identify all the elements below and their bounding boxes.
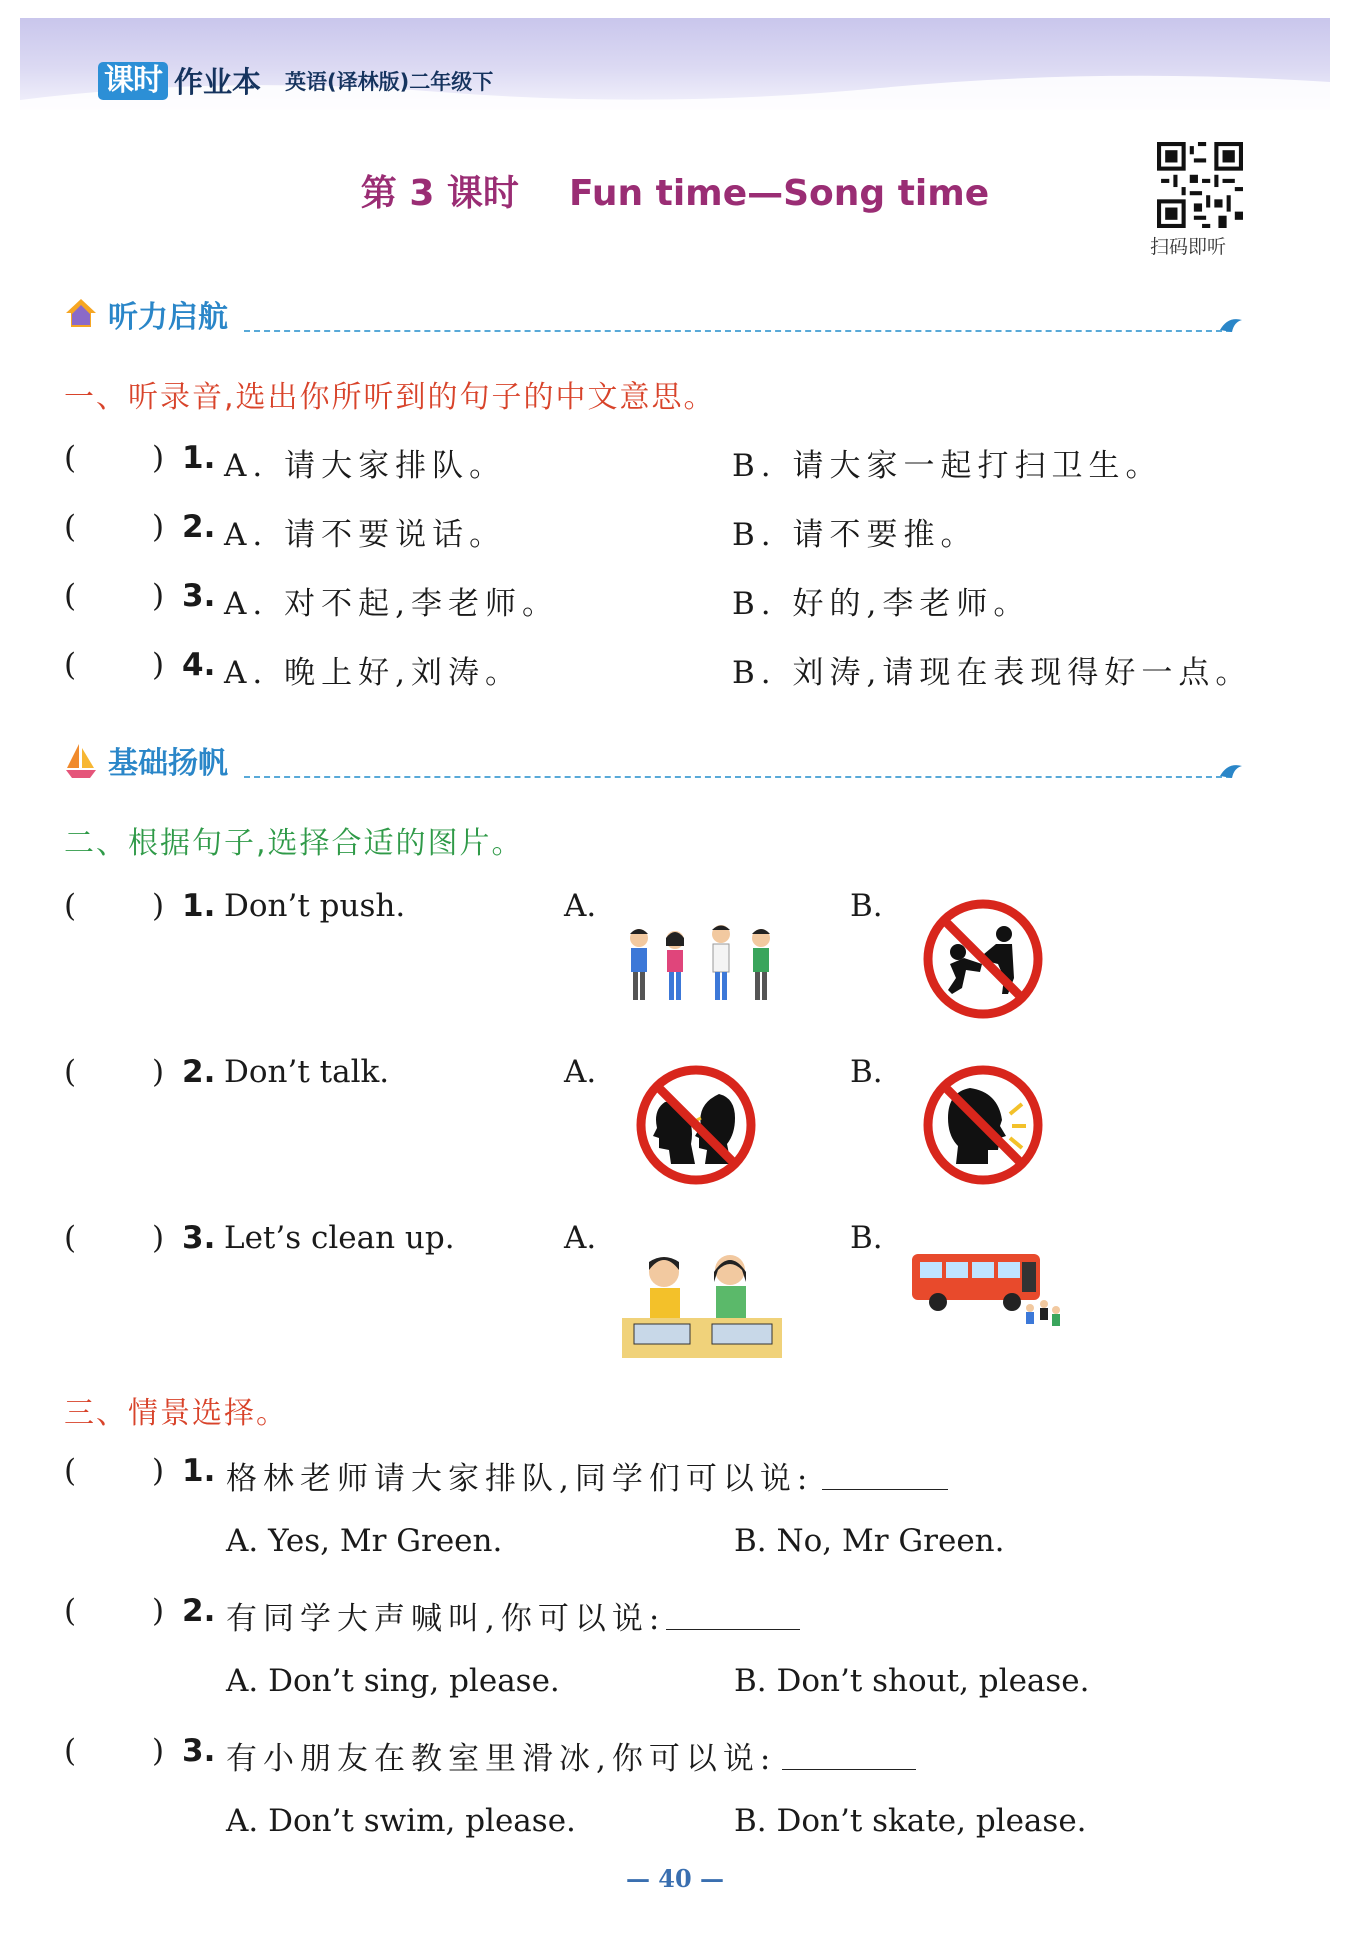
question-3-prompt: 三、情景选择。 — [64, 1396, 288, 1431]
option-a-label: A. — [564, 1220, 597, 1256]
fill-line[interactable] — [782, 1769, 916, 1770]
item-number: 3. — [182, 1220, 216, 1256]
children-lining-up-picture — [625, 920, 785, 1010]
page-number: — 40 — — [625, 1864, 725, 1893]
answer-blank[interactable]: ( ) — [64, 440, 165, 476]
scenario-text: 格林老师请大家排队,同学们可以说: — [226, 1461, 814, 1497]
option-a: A. 对不起,李老师。 — [224, 586, 559, 622]
school-bus-picture — [908, 1244, 1064, 1332]
answer-blank[interactable]: ( ) — [64, 888, 165, 924]
section-basics-header — [64, 738, 1244, 784]
section-label: 基础扬帆 — [108, 746, 228, 781]
answer-blank[interactable]: ( ) — [64, 578, 165, 614]
brand-subtitle: 作业本 — [174, 65, 262, 99]
item-number: 1. — [182, 888, 216, 924]
section-listening-header — [64, 292, 1244, 338]
answer-blank[interactable]: ( ) — [64, 647, 165, 683]
no-whispering-sign-picture — [635, 1064, 757, 1186]
option-a: A. 请不要说话。 — [224, 517, 507, 553]
option-b: B. Don’t shout, please. — [734, 1663, 1090, 1699]
wave-icon — [1218, 760, 1244, 780]
wave-icon — [1218, 314, 1244, 334]
option-a: A. Don’t sing, please. — [226, 1663, 560, 1699]
item-number: 3. — [182, 1733, 216, 1769]
option-a: A. 晚上好,刘涛。 — [224, 655, 522, 691]
answer-blank[interactable]: ( ) — [64, 1054, 165, 1090]
item-number: 2. — [182, 1054, 216, 1090]
scenario-text: 有小朋友在教室里滑冰,你可以说: — [226, 1741, 777, 1777]
item-number: 2. — [182, 509, 216, 545]
qr-caption: 扫码即听 — [1150, 236, 1227, 258]
option-b-label: B. — [850, 888, 883, 924]
option-a: A. 请大家排队。 — [224, 448, 507, 484]
no-shouting-sign-picture — [922, 1064, 1044, 1186]
question-1-prompt: 一、听录音,选出你所听到的句子的中文意思。 — [64, 380, 716, 415]
answer-blank[interactable]: ( ) — [64, 1220, 165, 1256]
option-b: B. Don’t skate, please. — [734, 1803, 1087, 1839]
answer-blank[interactable]: ( ) — [64, 1593, 165, 1629]
option-b: B. 好的,李老师。 — [732, 586, 1031, 622]
item-number: 4. — [182, 647, 216, 683]
item-number: 1. — [182, 1453, 216, 1489]
item-number: 2. — [182, 1593, 216, 1629]
fill-line[interactable] — [666, 1629, 800, 1630]
answer-blank[interactable]: ( ) — [64, 1733, 165, 1769]
no-pushing-sign-picture — [922, 898, 1044, 1020]
option-b-label: B. — [850, 1220, 883, 1256]
brand-logo: 课时 — [98, 62, 168, 100]
sailboat-icon — [64, 742, 98, 780]
header-logo — [98, 60, 493, 101]
book-title: 英语(译林版)二年级下 — [285, 69, 494, 94]
answer-blank[interactable]: ( ) — [64, 509, 165, 545]
scenario-text: 有同学大声喊叫,你可以说: — [226, 1601, 666, 1637]
sentence: Don’t push. — [224, 888, 406, 924]
lesson-title: 第 3 课时 Fun time—Song time — [360, 173, 990, 214]
section-label: 听力启航 — [108, 300, 228, 335]
option-b: B. No, Mr Green. — [734, 1523, 1005, 1559]
children-cleaning-up-picture — [622, 1248, 782, 1358]
item-number: 3. — [182, 578, 216, 614]
item-number: 1. — [182, 440, 216, 476]
sentence: Let’s clean up. — [224, 1220, 455, 1256]
house-icon — [64, 296, 98, 330]
answer-blank[interactable]: ( ) — [64, 1453, 165, 1489]
option-b: B. 请大家一起打扫卫生。 — [732, 448, 1163, 484]
option-a-label: A. — [564, 1054, 597, 1090]
option-a-label: A. — [564, 888, 597, 924]
qr-code-icon[interactable] — [1157, 142, 1243, 228]
fill-line[interactable] — [822, 1489, 948, 1490]
option-b-label: B. — [850, 1054, 883, 1090]
sentence: Don’t talk. — [224, 1054, 390, 1090]
option-a: A. Don’t swim, please. — [226, 1803, 576, 1839]
option-a: A. Yes, Mr Green. — [226, 1523, 503, 1559]
option-b: B. 刘涛,请现在表现得好一点。 — [732, 655, 1253, 691]
divider — [244, 330, 1232, 332]
divider — [244, 776, 1232, 778]
option-b: B. 请不要推。 — [732, 517, 978, 553]
question-2-prompt: 二、根据句子,选择合适的图片。 — [64, 826, 524, 861]
